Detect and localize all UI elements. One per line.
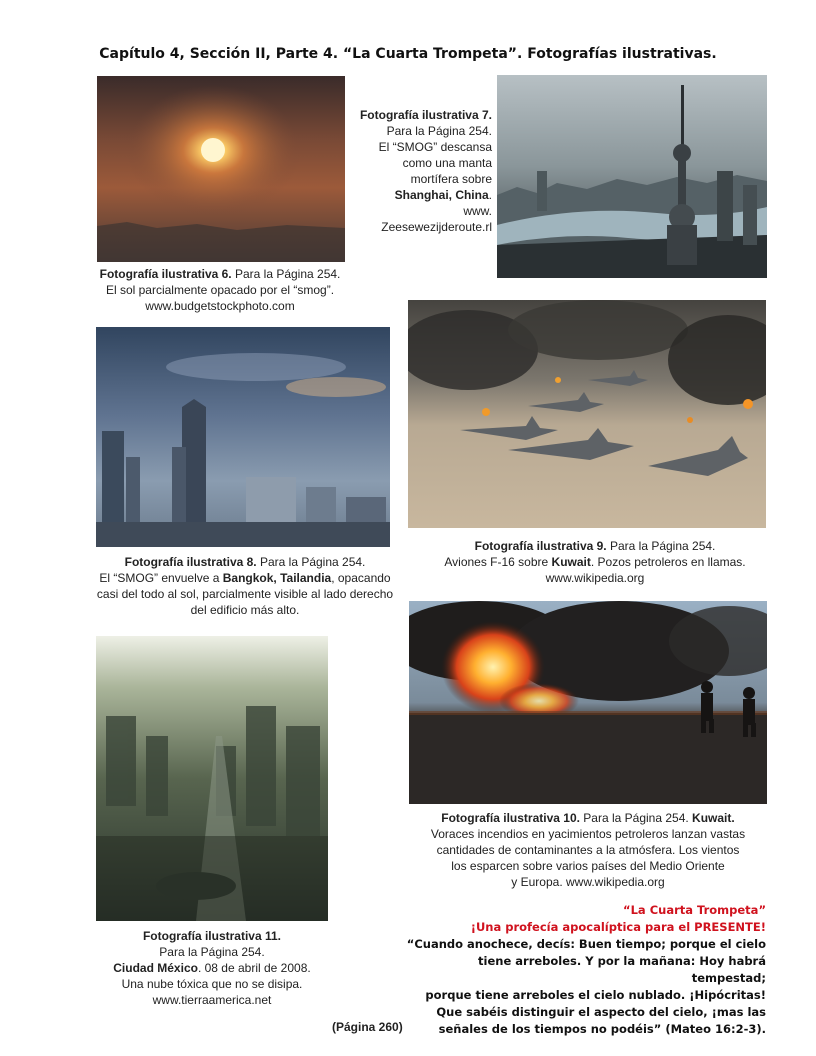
photo-8-bangkok <box>96 327 390 547</box>
photo-7-source-2: Zeesewezijderoute.rl <box>381 220 492 234</box>
photo-8-desc-3: del edificio más alto. <box>190 603 300 617</box>
photo-10-desc-2: cantidades de contaminantes a la atmósfera. Los vientos <box>436 843 740 857</box>
photo-11-mexico-city <box>96 636 328 921</box>
photo-10-source: y Europa. www.wikipedia.org <box>511 875 665 889</box>
photo-8-place: Bangkok, Tailandia <box>222 571 332 585</box>
photo-6-source: www.budgetstockphoto.com <box>145 299 295 313</box>
quote-subheading: ¡Una profecía apocalíptica para el PRESENTE! <box>470 920 766 934</box>
photo-9-label: Fotografía ilustrativa 9. <box>474 539 607 553</box>
photo-8-label: Fotografía ilustrativa 8. <box>124 555 257 569</box>
photo-7-desc-2: como una manta <box>402 156 492 170</box>
photo-10-desc-1: Voraces incendios en yacimientos petroleros lanzan vastas <box>430 827 746 841</box>
photo-7-label: Fotografía ilustrativa 7. <box>359 108 492 122</box>
photo-10-ref: Para la Página 254. <box>579 811 693 825</box>
photo-9-ref: Para la Página 254. <box>606 539 716 553</box>
quote-line-1: “Cuando anochece, decís: Buen tiempo; porque el cielo <box>406 937 766 951</box>
photo-10-kuwait-fires <box>409 601 767 804</box>
photo-11-ref: Para la Página 254. <box>159 945 265 959</box>
photo-9-f16-kuwait <box>408 300 766 528</box>
photo-11-desc: Una nube tóxica que no se disipa. <box>121 977 303 991</box>
page-title: Capítulo 4, Sección II, Parte 4. “La Cuarta Trompeta”. Fotografías ilustrativas. <box>99 46 717 62</box>
photo-8-desc-b: , opacando <box>331 571 391 585</box>
photo-11-place: Ciudad México <box>113 961 198 975</box>
photo-8-desc-2: casi del todo al sol, parcialmente visible al lado derecho <box>96 587 394 601</box>
photo-7-shanghai <box>497 75 767 278</box>
photo-8-ref: Para la Página 254. <box>256 555 366 569</box>
photo-7-desc-3: mortífera sobre <box>410 172 492 186</box>
photo-6-caption <box>60 266 380 314</box>
quote-line-2: tiene arreboles. Y por la mañana: Hoy habrá tempestad; <box>478 954 766 985</box>
photo-9-source: www.wikipedia.org <box>545 571 645 585</box>
photo-9-desc-b: . Pozos petroleros en llamas. <box>590 555 746 569</box>
photo-10-desc-3: los esparcen sobre varios países del Medio Oriente <box>451 859 725 873</box>
photo-6-sun-smog <box>97 76 345 262</box>
photo-6-ref: Para la Página 254. <box>231 267 341 281</box>
photo-7-desc-1: El “SMOG” descansa <box>378 140 492 154</box>
quote-heading: “La Cuarta Trompeta” <box>623 903 766 917</box>
photo-9-desc-a: Aviones F-16 sobre <box>444 555 552 569</box>
photo-11-date: . 08 de abril de 2008. <box>197 961 311 975</box>
quote-line-4: Que sabéis distinguir el aspecto del cielo, ¡mas las <box>436 1005 766 1019</box>
photo-9-place: Kuwait <box>551 555 591 569</box>
photo-7-caption <box>330 107 492 235</box>
photo-11-caption <box>92 928 332 1008</box>
photo-6-desc: El sol parcialmente opacado por el “smog”. <box>105 283 335 297</box>
photo-10-caption <box>408 810 768 890</box>
photo-10-label: Fotografía ilustrativa 10. <box>441 811 580 825</box>
photo-7-place: Shanghai, China <box>394 188 489 202</box>
photo-7-source-1: www. <box>463 204 492 218</box>
photo-9-caption <box>420 538 770 586</box>
photo-11-label: Fotografía ilustrativa 11. <box>142 929 282 943</box>
quote-line-3: porque tiene arreboles el cielo nublado. ¡Hipócritas! <box>425 988 766 1002</box>
photo-8-caption <box>90 554 400 618</box>
quote-line-5: señales de los tiempos no podéis” (Mateo 16:2-3). <box>438 1022 766 1036</box>
photo-8-desc-a: El “SMOG” envuelve a <box>99 571 223 585</box>
photo-11-source: www.tierraamerica.net <box>152 993 272 1007</box>
photo-6-label: Fotografía ilustrativa 6. <box>99 267 232 281</box>
page-number: (Página 260) <box>332 1020 403 1034</box>
scripture-quote <box>400 902 766 1038</box>
photo-10-place: Kuwait. <box>692 811 735 825</box>
photo-7-ref: Para la Página 254. <box>386 124 492 138</box>
photo-7-period: . <box>488 188 492 202</box>
